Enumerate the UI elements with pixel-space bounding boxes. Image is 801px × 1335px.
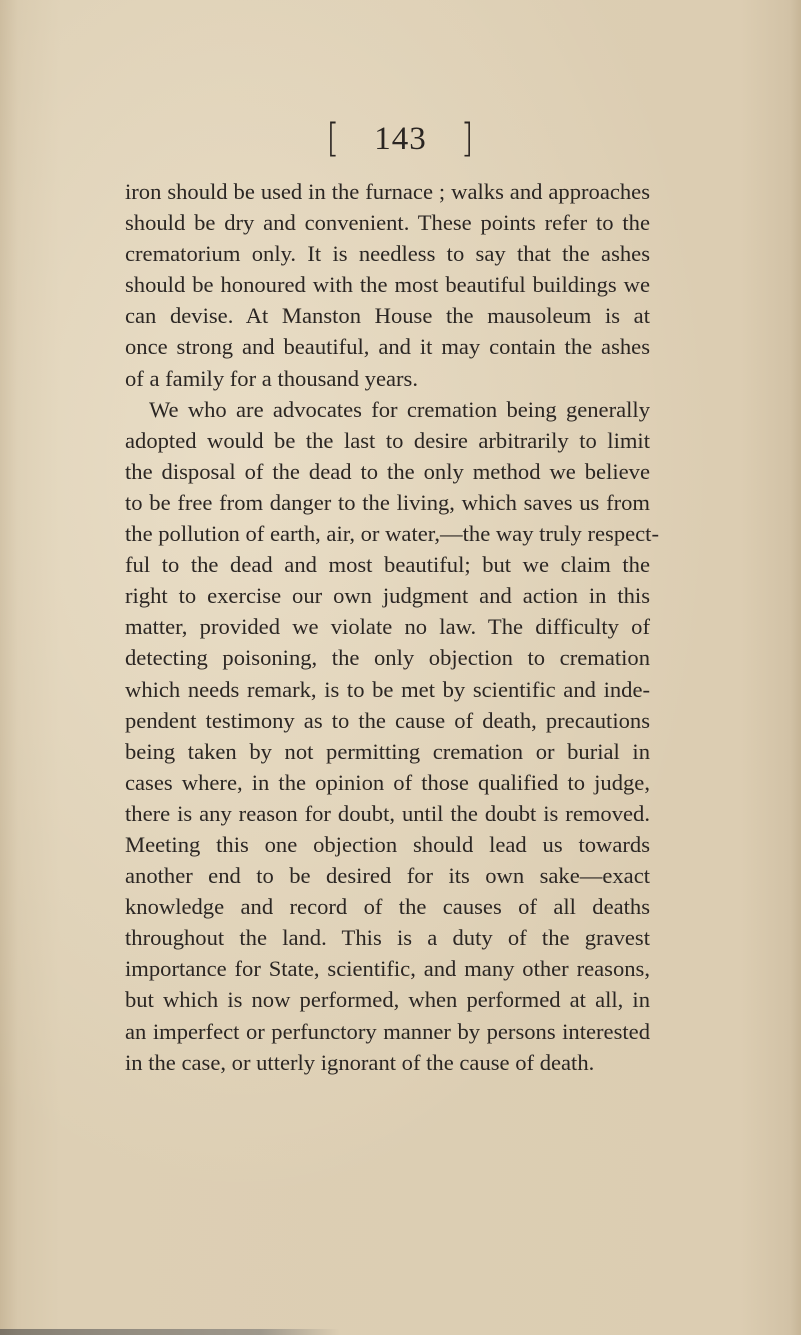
right-bracket: ] <box>460 114 475 161</box>
page-number: 143 <box>374 121 427 157</box>
text-line: in the case, or utterly ignorant of the cause of death. <box>125 1049 595 1075</box>
text-line: which needs remark, is to be met by scientific and inde- <box>125 676 650 702</box>
text-line: another end to be desired for its own sake—exact <box>125 863 650 889</box>
text-line: knowledge and record of the causes of all deaths <box>125 894 650 920</box>
text-line: to be free from danger to the living, which saves us from <box>125 489 650 515</box>
text-line: once strong and beautiful, and it may contain the ashes <box>125 334 650 360</box>
text-line: importance for State, scientific, and many other reasons, <box>125 956 650 982</box>
text-line: the disposal of the dead to the only method we believe <box>125 458 650 484</box>
page-header <box>0 114 801 161</box>
text-line: right to exercise our own judgment and action in this <box>125 583 650 609</box>
left-bracket: [ <box>326 114 341 161</box>
text-line: pendent testimony as to the cause of death, precautions <box>125 707 650 733</box>
text-line: there is any reason for doubt, until the doubt is removed. <box>125 800 650 826</box>
text-line: Meeting this one objection should lead us towards <box>125 831 650 857</box>
page-body <box>125 176 659 1078</box>
text-line: should be honoured with the most beautiful buildings we <box>125 272 650 298</box>
text-line: of a family for a thousand years. <box>125 365 418 391</box>
text-line: should be dry and convenient. These points refer to the <box>125 210 650 236</box>
text-line: an imperfect or perfunctory manner by persons interested <box>125 1018 650 1044</box>
text-line: We who are advocates for cremation being generally <box>149 396 650 422</box>
text-line: the pollution of earth, air, or water,—the way truly respect- <box>125 521 659 547</box>
text-line: iron should be used in the furnace ; walks and approaches <box>125 179 650 204</box>
scan-edge-shadow <box>0 1329 801 1335</box>
text-line: crematorium only. It is needless to say that the ashes <box>125 241 650 267</box>
text-line: ful to the dead and most beautiful; but we claim the <box>125 552 650 578</box>
text-line: can devise. At Manston House the mausoleum is at <box>125 303 650 329</box>
text-line: throughout the land. This is a duty of the gravest <box>125 925 650 951</box>
text-line: matter, provided we violate no law. The difficulty of <box>125 614 650 640</box>
text-line: cases where, in the opinion of those qualified to judge, <box>125 769 650 795</box>
text-line: adopted would be the last to desire arbitrarily to limit <box>125 427 650 453</box>
text-line: being taken by not permitting cremation or burial in <box>125 738 650 764</box>
text-line: but which is now performed, when performed at all, in <box>125 987 650 1013</box>
text-line: detecting poisoning, the only objection to cremation <box>125 645 650 671</box>
